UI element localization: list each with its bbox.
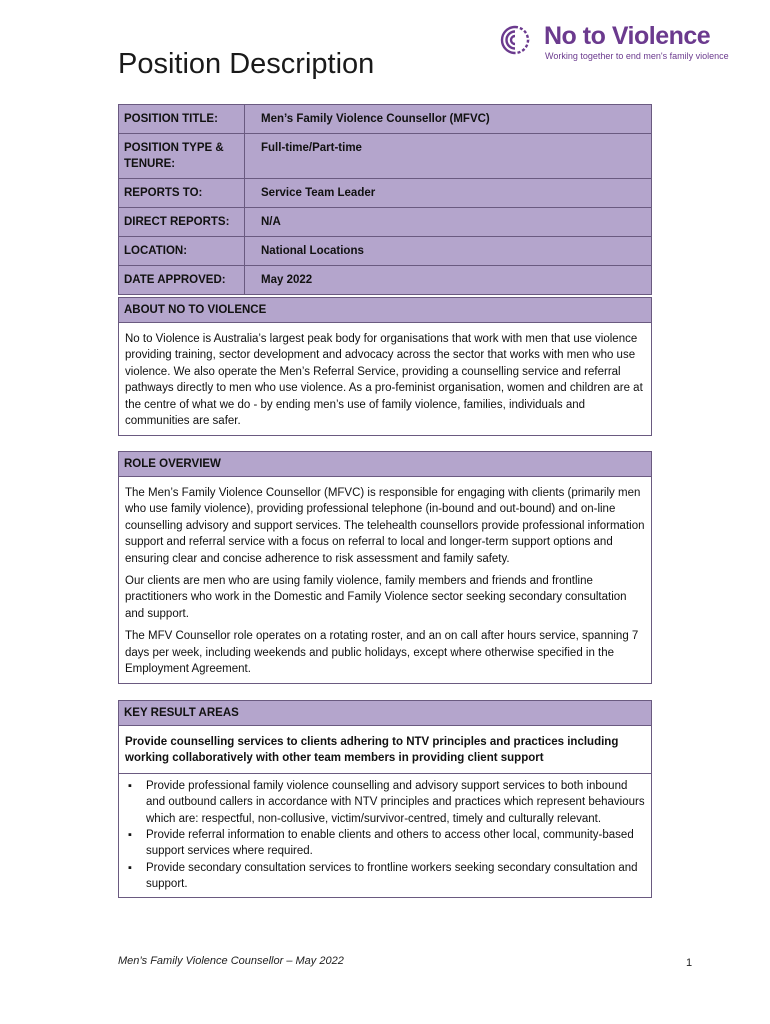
concentric-rings-icon <box>500 25 540 55</box>
direct-reports-label: DIRECT REPORTS: <box>119 208 245 237</box>
role-overview-paragraph: The MFV Counsellor role operates on a rotating roster, and an on call after hours service, spanning 7 days per week, including weekends and public holidays, except where otherwise specified in the Employment Agreement. <box>125 630 639 676</box>
table-row <box>119 134 652 179</box>
page-title: Position Description <box>118 48 375 80</box>
about-section <box>118 297 652 436</box>
reports-to-label: REPORTS TO: <box>119 179 245 208</box>
position-details-table <box>118 104 652 295</box>
role-overview-paragraph: Our clients are men who are using family violence, family members and friends and frontline practitioners who work in the Domestic and Family Violence sector seeking secondary consultation and support. <box>125 575 627 620</box>
table-row <box>119 266 652 295</box>
date-approved-label: DATE APPROVED: <box>119 266 245 295</box>
table-row <box>119 237 652 266</box>
logo-name: No to Violence <box>544 22 711 50</box>
footer-document-title: Men’s Family Violence Counsellor – May 2022 <box>118 955 344 967</box>
table-row <box>119 105 652 134</box>
list-item: ▪ Provide secondary consultation services to frontline workers seeking secondary consultation and support. <box>125 860 645 893</box>
logo-tagline: Working together to end men's family violence <box>545 51 729 61</box>
list-item: ▪ Provide professional family violence counselling and advisory support services to both inbound and outbound callers in accordance with NTV principles and practices which represent behaviours which are: respectful, non-collusive, victim/survivor-centred, timely and culturally relevant. <box>125 778 645 827</box>
list-item: ▪ Provide referral information to enable clients and others to access other local, community-based support services where required. <box>125 827 645 860</box>
no-to-violence-logo <box>500 22 729 64</box>
position-title-value: Men’s Family Violence Counsellor (MFVC) <box>245 105 652 134</box>
about-text: No to Violence is Australia’s largest peak body for organisations that work with men that use violence providing training, sector development and advocacy across the sector that works with men who use violence. We also operate the Men’s Referral Service, providing a counselling service and referral pathways directly to men who use violence. As a pro-feminist organisation, women and children are at the centre of what we do - by ending men’s use of family violence, families, individuals and communities are safer. <box>125 333 643 428</box>
location-value: National Locations <box>245 237 652 266</box>
about-heading: ABOUT NO TO VIOLENCE <box>119 298 651 323</box>
position-type-label: POSITION TYPE & TENURE: <box>119 134 245 179</box>
role-overview-paragraph: The Men’s Family Violence Counsellor (MFVC) is responsible for engaging with clients (primarily men who use family violence), providing professional telephone (in-bound and out-bound) and on-line counselling advisory and support services. The telehealth counsellors provide professional information support and referral service with a focus on referral to local and longer-term support options and ensuring clear and concise adherence to risk assessment and family safety. <box>125 487 645 565</box>
direct-reports-value: N/A <box>245 208 652 237</box>
table-row <box>119 179 652 208</box>
role-overview-section <box>118 451 652 684</box>
key-result-areas-list <box>119 774 651 897</box>
key-result-areas-heading: KEY RESULT AREAS <box>119 701 651 726</box>
page-number: 1 <box>686 957 693 969</box>
date-approved-value: May 2022 <box>245 266 652 295</box>
table-row <box>119 208 652 237</box>
key-result-areas-subheading: Provide counselling services to clients adhering to NTV principles and practices including working collaboratively with other team members in providing client support <box>119 726 651 774</box>
location-label: LOCATION: <box>119 237 245 266</box>
position-title-label: POSITION TITLE: <box>119 105 245 134</box>
reports-to-value: Service Team Leader <box>245 179 652 208</box>
role-overview-heading: ROLE OVERVIEW <box>119 452 651 477</box>
position-type-value: Full-time/Part-time <box>245 134 652 179</box>
key-result-areas-section <box>118 700 652 898</box>
